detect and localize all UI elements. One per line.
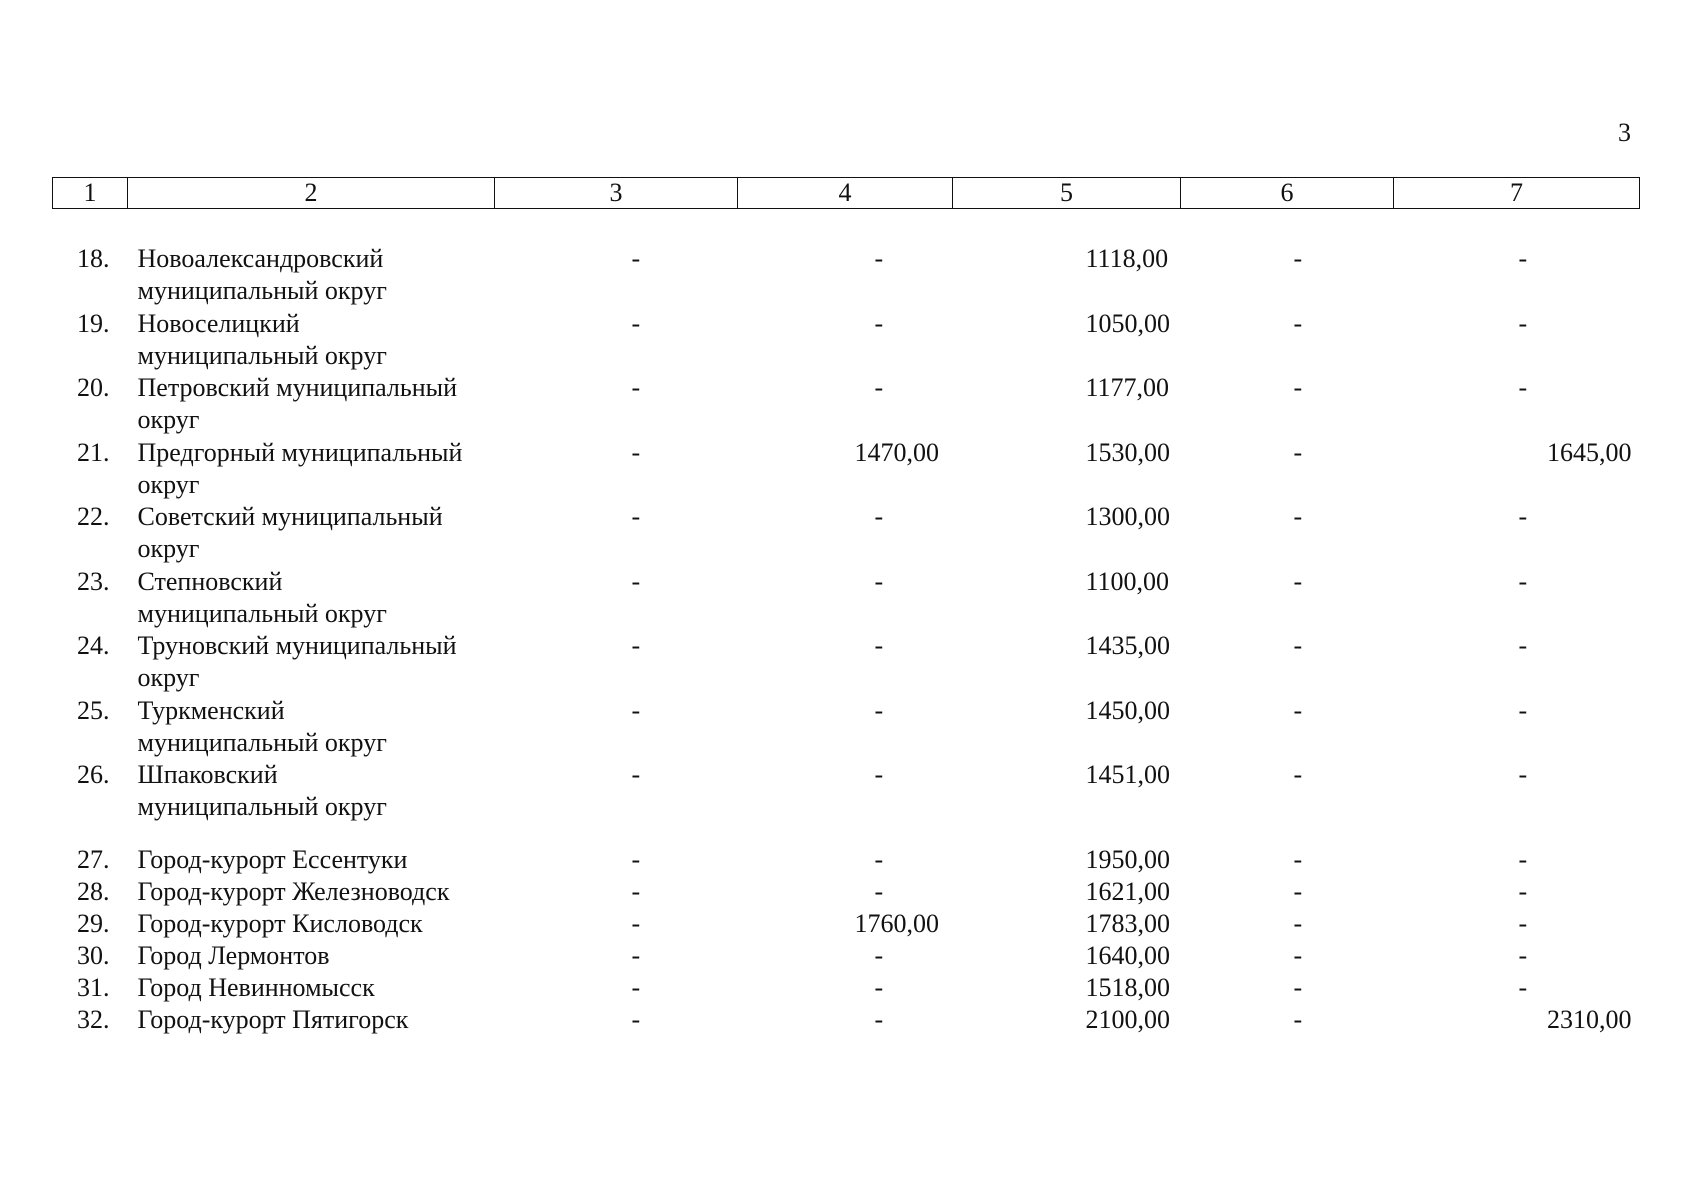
cell-col-4: - [874,631,884,660]
spacer-cell [53,209,1640,244]
cell-col-3: - [631,437,641,467]
cell-col-4: - [874,502,884,531]
row-number: 24. [77,631,110,660]
cell-col-4: - [874,844,884,874]
header-col-5: 5 [953,178,1181,209]
header-col-4: 4 [738,178,953,209]
cell-col-6: - [1293,940,1303,970]
cell-col-6: - [1293,631,1303,660]
row-name: Город-курорт Пятигорск [137,1004,409,1034]
cell-col-6: - [1293,244,1303,273]
cell-col-6: - [1293,502,1303,531]
cell-col-5: 1783,00 [1085,908,1170,938]
cell-col-5: 1050,00 [1085,308,1170,338]
row-name-line-2: муниципальный округ [137,727,387,757]
row-name-line-1: Петровский муниципальный [137,373,458,402]
cell-col-3: - [631,373,641,402]
table-row [53,501,1640,566]
cell-col-5: 1621,00 [1085,876,1170,906]
row-name-line-1: Труновский муниципальный [137,631,457,660]
row-number: 27. [77,844,110,874]
cell-col-7: - [1518,940,1528,970]
cell-col-5: 2100,00 [1085,1004,1170,1034]
cell-col-4: - [874,695,884,725]
cell-col-4: - [874,308,884,338]
cell-col-3: - [631,876,641,906]
header-col-6: 6 [1181,178,1394,209]
table-row [53,630,1640,695]
row-name: Город-курорт Ессентуки [137,844,408,874]
table-row [53,437,1640,502]
cell-col-6: - [1293,1004,1303,1034]
row-number: 26. [77,760,110,789]
row-name [128,695,495,760]
cell-col-4: - [874,244,884,273]
cell-col-3: - [631,1004,641,1034]
cell-col-3: - [631,566,641,596]
cell-col-7: - [1518,502,1528,531]
row-number: 29. [77,908,110,938]
cell-col-3: - [631,308,641,338]
table-row [53,844,1640,876]
cell-col-6: - [1293,566,1303,596]
row-name-line-2: округ [137,534,200,563]
cell-col-6: - [1293,437,1303,467]
cell-col-4: 1470,00 [854,437,939,467]
row-name-line-2: округ [137,663,200,692]
row-name: Город Лермонтов [137,940,330,970]
table-row [53,243,1640,308]
cell-col-6: - [1293,972,1303,1002]
cell-col-4: - [874,566,884,596]
cell-col-7: - [1518,244,1528,273]
cell-col-7: 2310,00 [1547,1004,1632,1034]
row-number: 32. [77,1004,110,1034]
table-row [53,876,1640,908]
table-row [53,566,1640,631]
cell-col-6: - [1293,844,1303,874]
row-number: 20. [77,373,110,402]
cell-col-5: 1450,00 [1085,695,1170,725]
row-name-line-2: муниципальный округ [137,276,387,305]
cell-col-7: - [1518,695,1528,725]
table-row [53,372,1640,437]
page-number: 3 [1618,118,1631,147]
row-name: Город-курорт Железноводск [137,876,450,906]
cell-col-7: - [1518,373,1528,402]
row-name-line-1: Предгорный муниципальный [137,437,463,467]
header-col-2: 2 [128,178,495,209]
cell-col-5: 1530,00 [1085,437,1170,467]
row-name [128,437,495,502]
row-number: 25. [77,695,110,725]
table-header [53,178,1640,209]
cell-col-3: - [631,908,641,938]
cell-col-5: 1518,00 [1085,972,1170,1002]
row-number: 31. [77,972,110,1002]
table-body [53,209,1640,1036]
cell-col-4: 1760,00 [854,908,939,938]
row-number: 23. [77,566,110,596]
cell-col-5: 1177,00 [1085,373,1170,402]
row-name [128,243,495,308]
cell-col-7: - [1518,876,1528,906]
row-name: Город Невинномысск [137,972,375,1002]
table-row [53,1004,1640,1036]
row-number: 19. [77,308,110,338]
row-name [128,759,495,824]
cell-col-7: - [1518,844,1528,874]
row-number: 22. [77,502,110,531]
row-name-line-1: Новоалександровский [137,244,384,273]
group-gap-row [53,824,1640,844]
row-name: Город-курорт Кисловодск [137,908,423,938]
cell-col-5: 1640,00 [1085,940,1170,970]
cell-col-6: - [1293,308,1303,338]
cell-col-7: - [1518,566,1528,596]
cell-col-5: 1100,00 [1085,566,1170,596]
cell-col-3: - [631,695,641,725]
cell-col-6: - [1293,695,1303,725]
row-name-line-1: Советский муниципальный [137,502,443,531]
cell-col-7: 1645,00 [1547,437,1632,467]
row-name [128,630,495,695]
row-name-line-2: муниципальный округ [137,598,387,628]
row-number: 30. [77,940,110,970]
row-name-line-1: Степновский [137,566,283,596]
cell-col-4: - [874,972,884,1002]
row-name-line-2: муниципальный округ [137,340,387,370]
cell-col-7: - [1518,908,1528,938]
row-name-line-1: Туркменский [137,695,285,725]
row-name [128,372,495,437]
row-number: 28. [77,876,110,906]
row-name-line-1: Новоселицкий [137,308,300,338]
cell-col-7: - [1518,631,1528,660]
cell-col-5: 1451,00 [1085,760,1170,789]
table-row [53,695,1640,760]
cell-col-4: - [874,1004,884,1034]
cell-col-5: 1300,00 [1085,502,1170,531]
table-row [53,972,1640,1004]
tariff-table [52,177,1640,1036]
header-row [53,178,1640,209]
row-name-line-2: округ [137,469,200,499]
cell-col-6: - [1293,373,1303,402]
row-name [128,501,495,566]
cell-col-6: - [1293,760,1303,789]
row-name [128,566,495,631]
cell-col-7: - [1518,308,1528,338]
row-number: 18. [77,244,110,273]
cell-col-4: - [874,940,884,970]
table-row [53,908,1640,940]
row-name-line-2: округ [137,405,200,434]
cell-col-3: - [631,972,641,1002]
row-name [128,308,495,373]
row-name-line-1: Шпаковский [137,760,278,789]
spacer-row [53,209,1640,244]
cell-col-5: 1118,00 [1085,244,1169,273]
header-col-1: 1 [53,178,128,209]
table-row [53,940,1640,972]
row-name-line-2: муниципальный округ [137,792,387,821]
cell-col-3: - [631,502,641,531]
cell-col-5: 1950,00 [1085,844,1170,874]
cell-col-5: 1435,00 [1085,631,1170,660]
cell-col-6: - [1293,908,1303,938]
cell-col-4: - [874,373,884,402]
cell-col-3: - [631,940,641,970]
cell-col-3: - [631,244,641,273]
cell-col-4: - [874,760,884,789]
cell-col-4: - [874,876,884,906]
group-gap-cell [53,824,1640,844]
cell-col-3: - [631,631,641,660]
cell-col-3: - [631,760,641,789]
header-col-7: 7 [1394,178,1640,209]
cell-col-3: - [631,844,641,874]
cell-col-6: - [1293,876,1303,906]
cell-col-7: - [1518,972,1528,1002]
row-number: 21. [77,437,110,467]
header-col-3: 3 [495,178,738,209]
table-row [53,308,1640,373]
cell-col-7: - [1518,760,1528,789]
table-row [53,759,1640,824]
